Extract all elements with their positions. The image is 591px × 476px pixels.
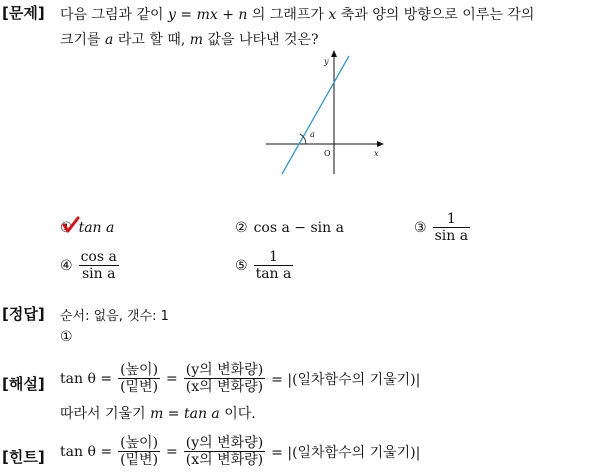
explanation-line2-eq: m = tan a [150,406,220,422]
choice-1-number: ① [60,220,73,236]
explanation-lhs: tan θ = [60,370,113,387]
origin-label: O [324,149,331,158]
choice-3-numerator: 1 [433,211,470,228]
explanation-f1-num: (높이) [120,362,159,378]
y-axis-arrow [331,50,337,57]
problem-text-line1 [60,4,534,24]
explanation-f1-den: (밑변) [120,379,159,396]
choice-4-denominator: sin a [81,266,116,283]
explanation-line2 [60,403,256,423]
explanation-line2-text: 따라서 기울기 [60,406,146,422]
hint-fraction-1 [118,435,160,468]
problem-line1-b: 의 그래프가 [251,7,324,23]
choice-4[interactable] [60,249,119,282]
problem-line2-c: 값을 나타낸 것은? [207,32,319,48]
choice-4-numerator: cos a [80,249,117,265]
explanation-label: [해설] [2,375,45,393]
choice-1[interactable] [60,220,114,236]
explanation-fraction-1 [118,362,160,395]
problem-line1-a: 다음 그림과 같이 [60,7,164,23]
choice-1-text: tan a [78,220,115,236]
explanation-rhs: = |(일차함수의 기울기)| [271,371,421,388]
explanation-fraction-2 [184,362,265,395]
hint-label: [힌트] [2,448,45,466]
angle-arc [300,134,306,144]
explanation-f2-num: (y의 변화량) [185,362,264,378]
hint-f2-num: (y의 변화량) [185,435,264,451]
problem-line2-b: 라고 할 때, [117,32,186,48]
choice-3-denominator: sin a [434,228,469,245]
angle-label: a [310,130,315,139]
hint-lhs: tan θ = [60,443,113,460]
answer-label: [정답] [2,305,45,323]
hint-rhs: = |(일차함수의 기울기)| [271,444,421,461]
explanation-formula [60,362,420,395]
choice-3-fraction [433,211,470,244]
choice-3[interactable] [414,211,470,244]
y-axis-label: y [324,57,329,66]
answer-meta: 순서: 없음, 갯수: 1 [60,309,169,324]
problem-m-var: m [189,32,204,48]
choice-2-text: cos a − sin a [253,220,344,236]
problem-line2-a: 크기를 [60,32,101,48]
problem-x-var: x [328,7,337,23]
x-axis-arrow [377,141,384,147]
choice-5-number: ⑤ [235,257,248,274]
choice-4-fraction [79,249,119,282]
x-axis-label: x [374,149,379,158]
choice-5-denominator: tan a [255,266,292,283]
choice-4-number: ④ [60,257,73,274]
hint-formula [60,435,420,468]
explanation-line2-end: 이다. [224,406,256,422]
choice-2-number: ② [235,220,248,236]
explanation-equals: = [166,370,178,387]
choice-3-number: ③ [414,219,427,236]
problem-angle-var: a [105,32,114,48]
graph-line-y-mx-n [282,56,349,174]
check-icon [62,216,80,234]
choice-5-numerator: 1 [254,249,294,266]
hint-f1-num: (높이) [120,435,159,451]
problem-label: [문제] [2,4,45,22]
problem-equation: y = mx + n [168,7,248,23]
hint-equals: = [166,443,178,460]
hint-f2-den: (x의 변화량) [185,452,264,469]
graph-figure [262,46,392,178]
answer-value: ① [60,329,73,345]
choice-2[interactable] [235,220,344,236]
choice-5-fraction [254,249,294,282]
explanation-f2-den: (x의 변화량) [185,379,264,396]
problem-line1-c: 축과 양의 방향으로 이루는 각의 [340,7,535,23]
hint-fraction-2 [184,435,265,468]
choice-5[interactable] [235,249,293,282]
hint-f1-den: (밑변) [120,452,159,469]
